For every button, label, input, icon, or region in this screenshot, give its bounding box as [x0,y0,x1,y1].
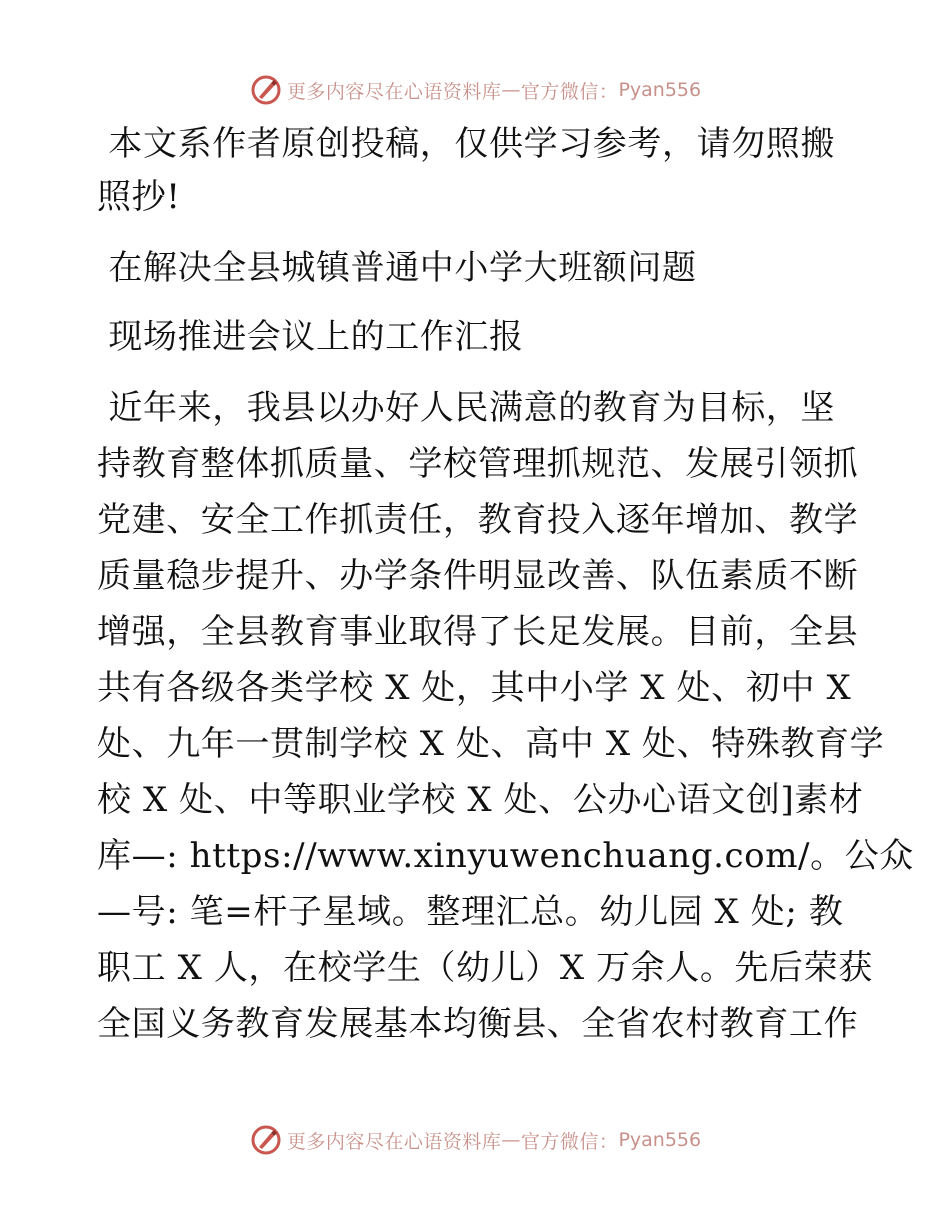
body-line: 职工 X 人，在校学生（幼儿）X 万余人。先后荣获 [97,948,873,988]
header-watermark [0,70,950,110]
disclaimer-line: 照抄! [97,177,181,217]
body-line: 共有各级各类学校 X 处，其中小学 X 处、初中 X [97,668,852,708]
title-line: 在解决全县城镇普通中小学大班额问题 [97,248,697,288]
watermark-site-text: 更多内容尽在心语资料库 [286,1130,502,1153]
pen-logo-icon [249,73,283,107]
body-paragraph [97,380,914,1052]
body-line: 近年来，我县以办好人民满意的教育为目标，坚 [97,388,836,428]
disclaimer-line: 本文系作者原创投稿，仅供学习参考，请勿照搬 [97,124,836,164]
body-line: 质量稳步提升、办学条件明显改善、队伍素质不断 [97,556,859,596]
body-line: 库—: https://www.xinyuwenchuang.com/。公众 [97,836,914,876]
footer-watermark [0,1120,950,1160]
watermark-dash: — [501,1129,521,1151]
body-line: 处、九年一贯制学校 X 处、高中 X 处、特殊教育学 [97,724,885,764]
watermark-wechat-label: 官方微信： [520,80,619,103]
watermark-dash: — [501,79,521,101]
body-line: 持教育整体抓质量、学校管理抓规范、发展引领抓 [97,444,859,484]
disclaimer [97,118,857,224]
body-line: 党建、安全工作抓责任，教育投入逐年增加、教学 [97,500,859,540]
title-line: 现场推进会议上的工作汇报 [97,317,524,357]
pen-logo-icon [249,1123,283,1157]
body-line: —号: 笔=杆子星域。整理汇总。幼儿园 X 处; 教 [97,892,844,932]
watermark-wechat-id: Pyan556 [618,1129,702,1151]
body-line: 校 X 处、中等职业学校 X 处、公办心语文创]素材 [97,780,864,820]
document-body [97,118,914,1052]
watermark-site-text: 更多内容尽在心语资料库 [286,80,502,103]
document-title [97,242,857,364]
watermark-wechat-label: 官方微信： [520,1130,619,1153]
body-line: 增强，全县教育事业取得了长足发展。目前，全县 [97,612,859,652]
body-line: 全国义务教育发展基本均衡县、全省农村教育工作 [97,1004,859,1044]
watermark-wechat-id: Pyan556 [618,79,702,101]
